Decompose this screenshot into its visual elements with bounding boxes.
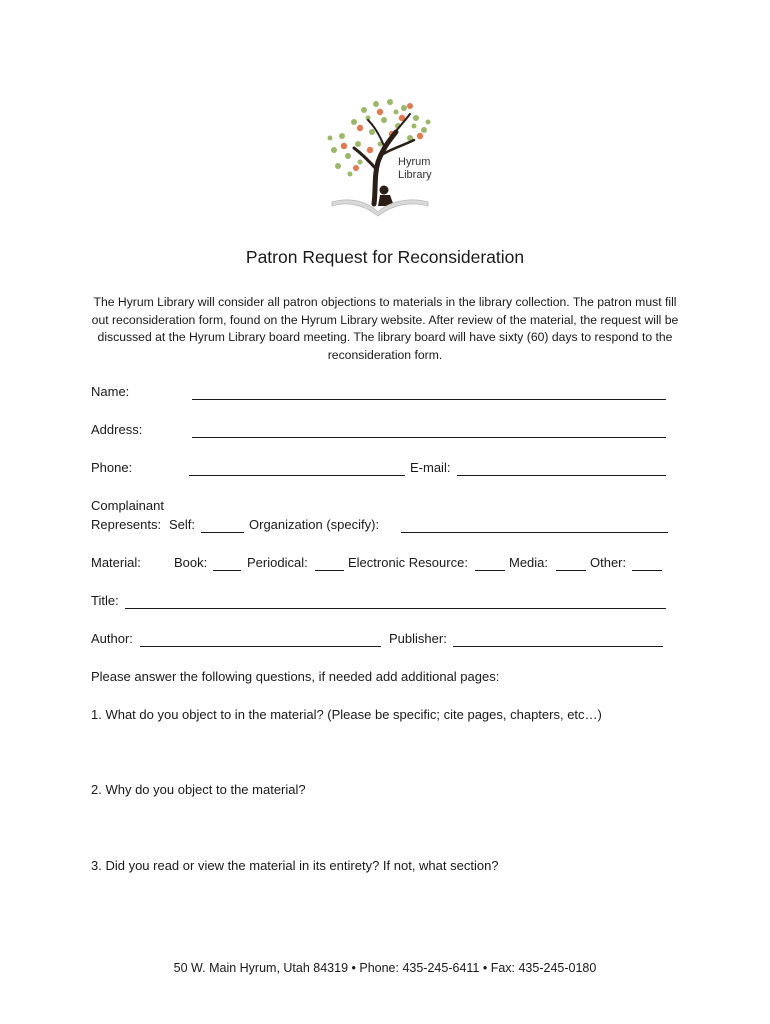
email-label: E-mail: — [410, 460, 451, 475]
address-field[interactable] — [192, 425, 666, 438]
electronic-resource-label: Electronic Resource: — [348, 555, 468, 570]
self-field[interactable] — [201, 520, 244, 533]
organization-field[interactable] — [401, 520, 668, 533]
question-3: 3. Did you read or view the material in its entirety? If not, what section? — [91, 858, 499, 873]
publisher-label: Publisher: — [389, 631, 447, 646]
author-field[interactable] — [140, 634, 381, 647]
periodical-field[interactable] — [315, 558, 344, 571]
periodical-label: Periodical: — [247, 555, 308, 570]
address-label: Address: — [91, 422, 143, 437]
email-field[interactable] — [457, 463, 666, 476]
author-label: Author: — [91, 631, 133, 646]
represents-label: Represents: — [91, 517, 162, 532]
form-title: Patron Request for Reconsideration — [245, 247, 525, 267]
book-label: Book: — [174, 555, 208, 570]
library-logo — [314, 92, 444, 227]
media-field[interactable] — [556, 558, 586, 571]
title-field[interactable] — [125, 596, 666, 609]
phone-field[interactable] — [189, 463, 405, 476]
logo-text-line2: Library — [398, 169, 432, 181]
electronic-resource-field[interactable] — [475, 558, 505, 571]
logo-text — [398, 156, 432, 182]
phone-label: Phone: — [91, 460, 133, 475]
question-1: 1. What do you object to in the material? (Please be specific; cite pages, chapters, etc…) — [91, 707, 602, 722]
title-label: Title: — [91, 593, 119, 608]
organization-label: Organization (specify): — [249, 517, 380, 532]
intro-paragraph: The Hyrum Library will consider all patron objections to materials in the library collection. The patron must fill out reconsideration form, found on the Hyrum Library website. After review of the material, the request will be discussed at the Hyrum Library board meeting. The library board will have sixty (60) days to respond to the reconsideration form. — [91, 295, 679, 362]
footer-contact: 50 W. Main Hyrum, Utah 84319 • Phone: 435-245-6411 • Fax: 435-245-0180 — [173, 961, 597, 975]
self-label: Self: — [169, 517, 196, 532]
material-label: Material: — [91, 555, 141, 570]
media-label: Media: — [509, 555, 549, 570]
name-field[interactable] — [192, 387, 666, 400]
publisher-field[interactable] — [453, 634, 663, 647]
book-field[interactable] — [213, 558, 241, 571]
complainant-label: Complainant — [91, 498, 164, 513]
questions-intro: Please answer the following questions, if needed add additional pages: — [91, 669, 500, 684]
name-label: Name: — [91, 384, 130, 399]
other-field[interactable] — [632, 558, 662, 571]
question-2: 2. Why do you object to the material? — [91, 782, 306, 797]
logo-text-line1: Hyrum — [398, 156, 431, 168]
other-label: Other: — [590, 555, 627, 570]
